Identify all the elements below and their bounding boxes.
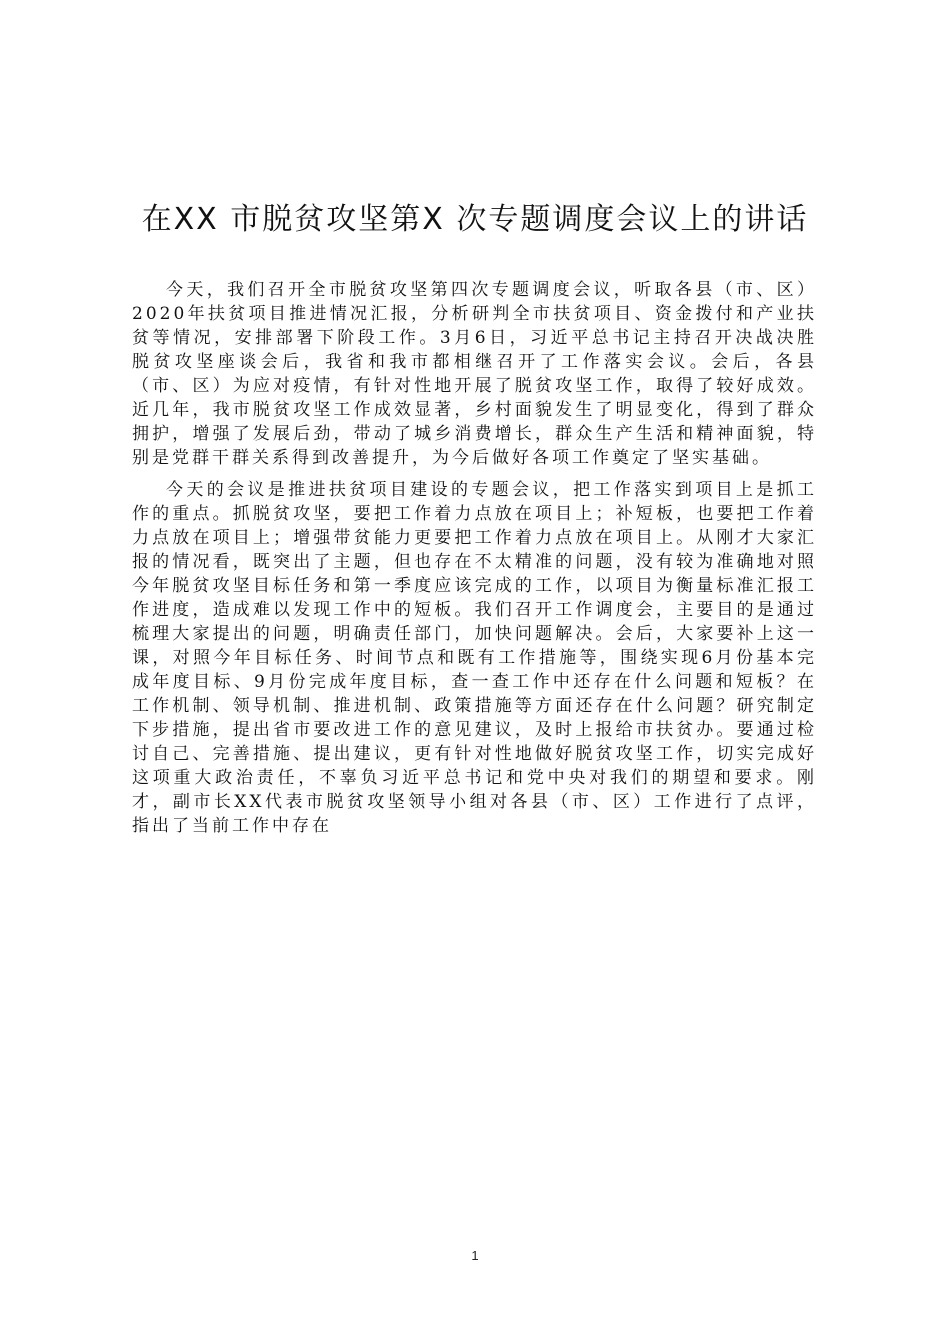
document-body [132, 278, 817, 846]
paragraph-1: 今天，我们召开全市脱贫攻坚第四次专题调度会议，听取各县（市、区）2020年扶贫项目推进情况汇报，分析研判全市扶贫项目、资金拨付和产业扶贫等情况，安排部署下阶段工作。3月6日，习近平总书记主持召开决战决胜脱贫攻坚座谈会后，我省和我市都相继召开了工作落实会议。会后，各县（市、区）为应对疫情，有针对性地开展了脱贫攻坚工作，取得了较好成效。近几年，我市脱贫攻坚工作成效显著，乡村面貌发生了明显变化，得到了群众拥护，增强了发展后劲，带动了城乡消费增长，群众生产生活和精神面貌，特别是党群干群关系得到改善提升，为今后做好各项工作奠定了坚实基础。 [132, 280, 817, 468]
page-number: 1 [471, 1248, 479, 1263]
paragraph-2: 今天的会议是推进扶贫项目建设的专题会议，把工作落实到项目上是抓工作的重点。抓脱贫攻坚，要把工作着力点放在项目上；补短板，也要把工作着力点放在项目上；增强带贫能力更要把工作着力点放在项目上。从刚才大家汇报的情况看，既突出了主题，但也存在不太精准的问题，没有较为准确地对照今年脱贫攻坚目标任务和第一季度应该完成的工作，以项目为衡量标准汇报工作进度，造成难以发现工作中的短板。我们召开工作调度会，主要目的是通过梳理大家提出的问题，明确责任部门，加快问题解决。会后，大家要补上这一课，对照今年目标任务、时间节点和既有工作措施等，围绕实现6月份基本完成年度目标、9月份完成年度目标，查一查工作中还存在什么问题和短板？在工作机制、领导机制、推进机制、政策措施等方面还存在什么问题？研究制定下步措施，提出省市要改进工作的意见建议，及时上报给市扶贫办。要通过检讨自己、完善措施、提出建议，更有针对性地做好脱贫攻坚工作，切实完成好这项重大政治责任，不辜负习近平总书记和党中央对我们的期望和要求。刚才，副市长XX代表市脱贫攻坚领导小组对各县（市、区）工作进行了点评，指出了当前工作中存在 [132, 480, 817, 836]
document-title: 在XX 市脱贫攻坚第X 次专题调度会议上的讲话 [141, 202, 809, 237]
